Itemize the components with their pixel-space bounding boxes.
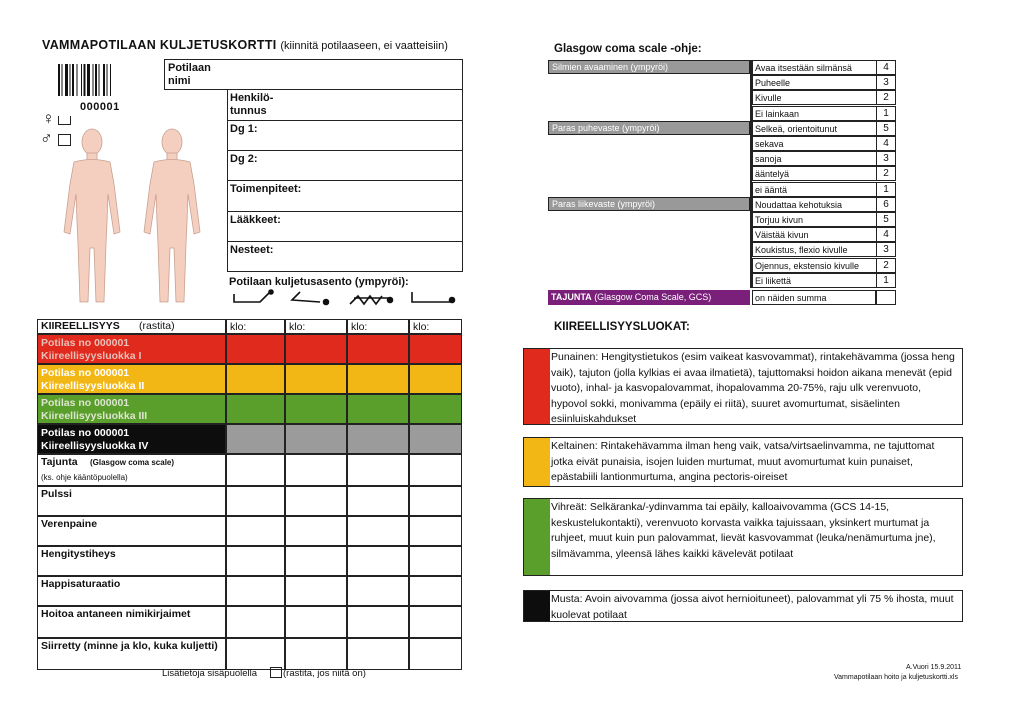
- measure-entry-cell[interactable]: [409, 486, 462, 516]
- gcs-total-value[interactable]: [876, 290, 896, 305]
- gcs-score[interactable]: 1: [876, 106, 896, 121]
- measure-entry-cell[interactable]: [226, 638, 285, 670]
- measure-row-label-6: [37, 606, 226, 638]
- measure-entry-cell[interactable]: [347, 606, 409, 638]
- gcs-score[interactable]: 3: [876, 75, 896, 90]
- gcs-item[interactable]: Ojennus, ekstensio kivulle: [752, 258, 896, 273]
- measure-entry-cell[interactable]: [347, 638, 409, 670]
- measure-label: Tajunta: [41, 456, 78, 468]
- ssn-label: Henkilö-tunnus: [230, 92, 274, 117]
- triage-check-cell[interactable]: [347, 394, 409, 424]
- triage-class-2: [37, 364, 226, 394]
- dg1-label: Dg 1:: [230, 123, 258, 135]
- time-header-4: klo:: [409, 319, 462, 334]
- ssn-field[interactable]: [227, 89, 463, 121]
- barcode: [58, 64, 140, 96]
- category-description: Punainen: Hengitystietukos (esim vaikeat kasvovammat), rintakehävamma (jossa heng vaik), tajuton (jolla kylkias ei avaa ilmatietä), tajuttomaksi hoidon aikana menevät (epid vuoto), inhal- ja kasvopalovammat, ihopalovamma 20-75%, raju ulk verenvuoto, hypovol sokki, monivamma (epäily ei riitä), suuret avomurtumat, sisäelinten esiinluiskahdukset: [551, 351, 955, 426]
- measure-label-small: (Glasgow coma scale): [90, 458, 175, 467]
- triage-check-cell[interactable]: [347, 424, 409, 454]
- measure-entry-cell[interactable]: [409, 638, 462, 670]
- categories-title: KIIREELLISYYSLUOKAT:: [554, 321, 690, 333]
- fluids-label: Nesteet:: [230, 244, 274, 256]
- triage-patient-no: Potilas no 000001: [41, 397, 130, 409]
- barcode-graphic: [58, 64, 140, 96]
- dg2-label: Dg 2:: [230, 153, 258, 165]
- triage-class-label: Kiireellisyysluokka I: [41, 350, 142, 362]
- procedures-label: Toimenpiteet:: [230, 183, 302, 195]
- gcs-item[interactable]: ei ääntä: [752, 182, 896, 197]
- gcs-group-heading-3: Paras liikevaste (ympyröi): [548, 197, 750, 211]
- measure-label: Happisaturaatio: [41, 578, 121, 590]
- triage-patient-no: Potilas no 000001: [41, 427, 130, 439]
- category-1: [523, 348, 963, 425]
- measure-entry-cell[interactable]: [409, 576, 462, 606]
- gcs-item[interactable]: Ei lainkaan: [752, 106, 896, 121]
- triage-check-cell[interactable]: [409, 334, 462, 364]
- time-header-3: klo:: [347, 319, 409, 334]
- recovery-position-icon[interactable]: [350, 296, 393, 304]
- measure-label: Siirretty (minne ja klo, kuka kuljetti): [41, 640, 218, 652]
- gcs-item[interactable]: ääntelyä: [752, 166, 896, 181]
- triage-header: [37, 319, 226, 334]
- gcs-total-label: on näiden summa: [752, 290, 876, 305]
- card-title-text: VAMMAPOTILAAN KULJETUSKORTTI: [42, 38, 277, 52]
- measure-row-label-2: [37, 486, 226, 516]
- measure-entry-cell[interactable]: [226, 576, 285, 606]
- card-title: [42, 38, 448, 52]
- measure-entry-cell[interactable]: [347, 576, 409, 606]
- barcode-number: 000001: [80, 101, 120, 113]
- extra-info-checkbox[interactable]: [270, 667, 282, 678]
- measure-entry-cell[interactable]: [226, 606, 285, 638]
- triage-class-label: Kiireellisyysluokka II: [41, 380, 145, 392]
- triage-check-cell[interactable]: [409, 364, 462, 394]
- body-front-icon: [64, 129, 120, 302]
- measure-entry-cell[interactable]: [409, 516, 462, 546]
- measure-entry-cell[interactable]: [347, 516, 409, 546]
- measure-entry-cell[interactable]: [285, 606, 347, 638]
- triage-class-4: [37, 424, 226, 454]
- triage-check-cell[interactable]: [226, 424, 285, 454]
- patient-name-label: Potilaan nimi: [168, 62, 211, 87]
- category-3: [523, 498, 963, 576]
- extra-info-note: (rastita, jos niitä on): [283, 668, 366, 679]
- gcs-item[interactable]: Väistää kivun: [752, 227, 896, 242]
- body-diagram[interactable]: [44, 122, 224, 312]
- gcs-total-heading: [548, 290, 750, 305]
- measure-entry-cell[interactable]: [226, 454, 285, 486]
- category-description: Vihreät: Selkäranka/-ydinvamma tai epäily, kalloaivovamma (GCS 14-15, keskustelukontakti), verenvuoto korvasta vaikka tajuissaan, yksinkert murtumat ja ruhjeet, muut kuin pun palovammat, lievät kasvovammat (leuka/nenämurtuma jne), silmävamma, yleensä lähes kaikki kävelevät potilaat: [551, 501, 936, 560]
- time-header-2: klo:: [285, 319, 347, 334]
- measure-label: Hoitoa antaneen nimikirjaimet: [41, 608, 191, 620]
- measure-label: Hengitystiheys: [41, 548, 116, 560]
- measure-entry-cell[interactable]: [347, 454, 409, 486]
- measure-label: Verenpaine: [41, 518, 98, 530]
- drugs-field[interactable]: [227, 211, 463, 242]
- gcs-item[interactable]: Avaa itsestään silmänsä: [752, 60, 896, 75]
- category-color-swatch: [524, 591, 550, 621]
- gcs-total-heading-label: TAJUNTA: [551, 292, 592, 302]
- triage-check-cell[interactable]: [226, 334, 285, 364]
- gcs-score[interactable]: 2: [876, 90, 896, 105]
- gcs-score[interactable]: 2: [876, 258, 896, 273]
- body-back-icon: [144, 129, 200, 302]
- category-2: [523, 437, 963, 487]
- gcs-score[interactable]: 2: [876, 166, 896, 181]
- measure-row-label-3: [37, 516, 226, 546]
- triage-patient-no: Potilas no 000001: [41, 367, 130, 379]
- gcs-score[interactable]: 4: [876, 60, 896, 75]
- measure-row-label-7: [37, 638, 226, 670]
- position-icons: [230, 288, 470, 308]
- measure-entry-cell[interactable]: [226, 486, 285, 516]
- semi-sitting-position-icon[interactable]: [292, 292, 329, 305]
- measure-entry-cell[interactable]: [285, 576, 347, 606]
- gcs-total-heading-note: (Glasgow Coma Scale, GCS): [594, 292, 712, 302]
- extra-info-label: Lisätietoja sisäpuolella: [162, 668, 258, 679]
- measure-entry-cell[interactable]: [285, 546, 347, 576]
- file-note: Vammapotilaan hoito ja kuljetuskortti.xls: [834, 674, 958, 681]
- gcs-item[interactable]: Koukistus, flexio kivulle: [752, 242, 896, 257]
- gcs-score[interactable]: 5: [876, 212, 896, 227]
- gcs-item[interactable]: Kivulle: [752, 90, 896, 105]
- triage-class-1: [37, 334, 226, 364]
- category-description: Musta: Avoin aivovamma (jossa aivot hernioituneet), palovammat yli 75 % ihosta, muut kuolevat potilaat: [551, 593, 954, 621]
- category-color-swatch: [524, 499, 550, 575]
- card-subtitle: (kiinnitä potilaaseen, ei vaatteisiin): [280, 40, 448, 52]
- gcs-score[interactable]: 1: [876, 273, 896, 288]
- procedures-field[interactable]: [227, 180, 463, 212]
- gcs-item[interactable]: Puheelle: [752, 75, 896, 90]
- legs-raised-position-icon[interactable]: [412, 292, 455, 303]
- triage-check-cell[interactable]: [285, 424, 347, 454]
- gcs-group-heading-1: Silmien avaaminen (ympyröi): [548, 60, 750, 74]
- triage-class-3: [37, 394, 226, 424]
- measure-entry-cell[interactable]: [226, 546, 285, 576]
- triage-check-cell[interactable]: [285, 394, 347, 424]
- measure-entry-cell[interactable]: [409, 606, 462, 638]
- triage-check-cell[interactable]: [285, 364, 347, 394]
- gcs-score[interactable]: 4: [876, 136, 896, 151]
- gcs-item[interactable]: Noudattaa kehotuksia: [752, 197, 896, 212]
- triage-check-cell[interactable]: [347, 334, 409, 364]
- gcs-divider: [750, 60, 752, 288]
- gcs-title: Glasgow coma scale -ohje:: [554, 43, 702, 55]
- gcs-score[interactable]: 6: [876, 197, 896, 212]
- gcs-score[interactable]: 4: [876, 227, 896, 242]
- patient-name-field[interactable]: [164, 59, 463, 90]
- gcs-score[interactable]: 1: [876, 182, 896, 197]
- dg1-field[interactable]: [227, 120, 463, 151]
- measure-entry-cell[interactable]: [285, 638, 347, 670]
- drugs-label: Lääkkeet:: [230, 214, 281, 226]
- category-color-swatch: [524, 438, 550, 486]
- author-note: A.Vuori 15.9.2011: [906, 664, 962, 671]
- measure-entry-cell[interactable]: [347, 546, 409, 576]
- category-4: [523, 590, 963, 622]
- gcs-item[interactable]: sanoja: [752, 151, 896, 166]
- gcs-score[interactable]: 3: [876, 151, 896, 166]
- triage-check-cell[interactable]: [347, 364, 409, 394]
- gcs-item[interactable]: Selkeä, orientoitunut: [752, 121, 896, 136]
- measure-entry-cell[interactable]: [285, 486, 347, 516]
- gcs-item[interactable]: Ei liikettä: [752, 273, 896, 288]
- measure-entry-cell[interactable]: [226, 516, 285, 546]
- measure-entry-cell[interactable]: [347, 486, 409, 516]
- gcs-item[interactable]: Torjuu kivun: [752, 212, 896, 227]
- measure-row-label-5: [37, 576, 226, 606]
- male-icon: ♂: [40, 129, 53, 148]
- triage-check-cell[interactable]: [409, 394, 462, 424]
- dg2-field[interactable]: [227, 150, 463, 181]
- triage-class-label: Kiireellisyysluokka IV: [41, 440, 149, 452]
- triage-patient-no: Potilas no 000001: [41, 337, 130, 349]
- category-description: Keltainen: Rintakehävamma ilman heng vaik, vatsa/virtsaelinvamma, ne tajuttomat jotka eivät punaisia, isojen luiden murtumat, muut avomurtumat kuin punaiset, epästabiili lantionmurtuma, angina pectoris-oireiset: [551, 440, 935, 484]
- measure-note: (ks. ohje kääntöpuolella): [41, 473, 128, 482]
- triage-header-note: (rastita): [139, 320, 175, 332]
- measure-row-label-4: [37, 546, 226, 576]
- gcs-score[interactable]: 3: [876, 242, 896, 257]
- measure-row-label-1: [37, 454, 226, 486]
- triage-check-cell[interactable]: [226, 394, 285, 424]
- triage-check-cell[interactable]: [409, 424, 462, 454]
- gcs-score[interactable]: 5: [876, 121, 896, 136]
- measure-label: Pulssi: [41, 488, 72, 500]
- triage-check-cell[interactable]: [226, 364, 285, 394]
- measure-entry-cell[interactable]: [285, 516, 347, 546]
- measure-entry-cell[interactable]: [409, 546, 462, 576]
- female-icon: ♀: [42, 109, 55, 128]
- supine-position-icon[interactable]: [234, 290, 273, 302]
- triage-class-label: Kiireellisyysluokka III: [41, 410, 148, 422]
- time-header-1: klo:: [226, 319, 285, 334]
- measure-entry-cell[interactable]: [409, 454, 462, 486]
- fluids-field[interactable]: [227, 241, 463, 272]
- triage-header-label: KIIREELLISYYS: [41, 320, 120, 332]
- category-color-swatch: [524, 349, 550, 424]
- measure-entry-cell[interactable]: [285, 454, 347, 486]
- gcs-item[interactable]: sekava: [752, 136, 896, 151]
- position-label: Potilaan kuljetusasento (ympyröi):: [229, 276, 409, 288]
- gcs-group-heading-2: Paras puhevaste (ympyröi): [548, 121, 750, 135]
- triage-check-cell[interactable]: [285, 334, 347, 364]
